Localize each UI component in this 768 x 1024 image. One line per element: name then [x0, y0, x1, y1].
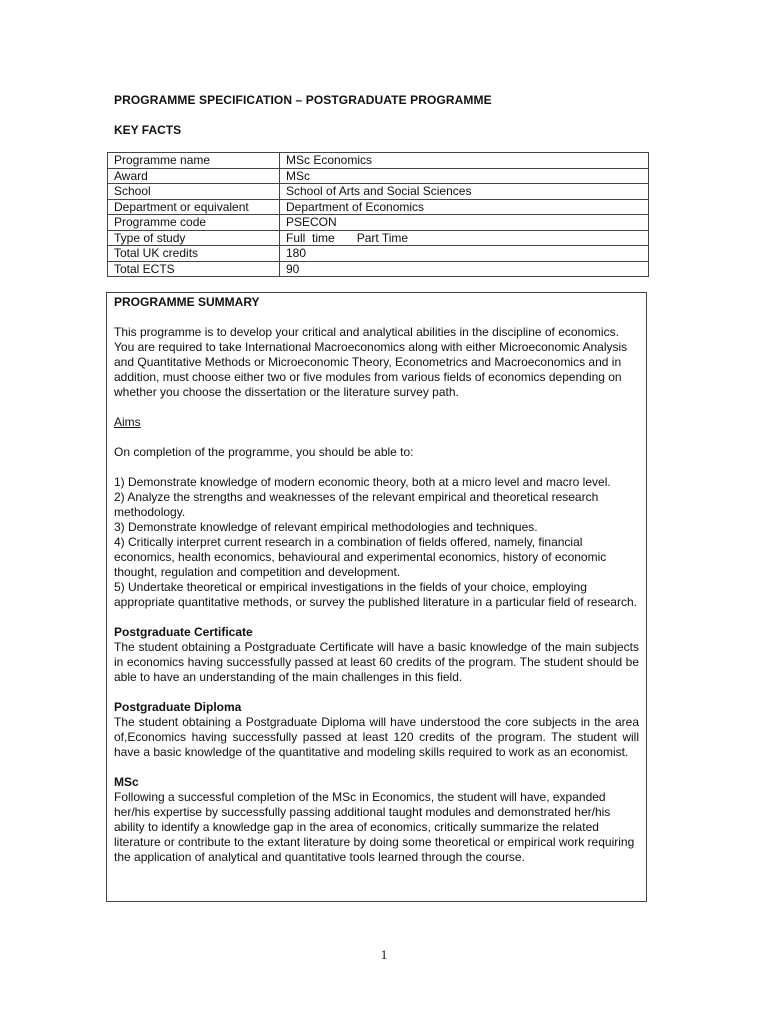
pg-certificate-heading: Postgraduate Certificate: [114, 625, 253, 639]
fact-value: [280, 230, 649, 246]
msc-text: Following a successful completion of the MSc in Economics, the student will have, expanded her/his expertise by successfully passing additional taught modules and demonstrated her/his ability to identify a knowledge gap in the area of economics, critically summarize the related literature or contribute to the extant literature by doing some theoretical or empirical work requiring the application of analytical and quantitative tools learned through the course.: [114, 790, 635, 864]
aim-item: 2) Analyze the strengths and weaknesses of the relevant empirical and theoretical research methodology.: [114, 490, 599, 519]
fact-label: Total UK credits: [108, 246, 280, 262]
pg-diploma-heading: Postgraduate Diploma: [114, 700, 242, 714]
fact-value: 90: [280, 261, 649, 277]
key-facts-table: [107, 152, 649, 277]
table-row: [108, 246, 649, 262]
fact-label: Programme code: [108, 215, 280, 231]
fact-label: Department or equivalent: [108, 199, 280, 215]
aim-item: 5) Undertake theoretical or empirical investigations in the fields of your choice, employing appropriate quantitative methods, or survey the published literature in a particular field of research.: [114, 580, 637, 609]
table-row: [108, 261, 649, 277]
table-row: [108, 153, 649, 169]
fact-label: Type of study: [108, 230, 280, 246]
study-type-full-time: Full time: [286, 230, 335, 245]
aim-item: 3) Demonstrate knowledge of relevant empirical methodologies and techniques.: [114, 520, 538, 534]
aims-lead: On completion of the programme, you should be able to:: [114, 445, 414, 459]
programme-summary-box: [106, 292, 647, 902]
fact-label: School: [108, 184, 280, 200]
summary-intro: This programme is to develop your critical and analytical abilities in the discipline of economics. You are required to take International Macroeconomics along with either Microeconomic Analysis and Quantitative Methods or Microeconomic Theory, Econometrics and Macroeconomics and in addition, must choose either two or five modules from various fields of economics depending on whether you choose the dissertation or the literature survey path.: [114, 325, 628, 399]
pg-diploma-text: The student obtaining a Postgraduate Diploma will have understood the core subjects in the area of,Economics having successfully passed at least 120 credits of the program. The student will have a basic knowledge of the quantitative and modeling skills required to work as an economist.: [114, 715, 639, 759]
aim-item: 1) Demonstrate knowledge of modern economic theory, both at a micro level and macro level.: [114, 475, 611, 489]
pg-certificate-text: The student obtaining a Postgraduate Certificate will have a basic knowledge of the main subjects in economics having successfully passed at least 60 credits of the program. The student should be able to have an understanding of the main challenges in this field.: [114, 640, 639, 684]
table-row: [108, 184, 649, 200]
aim-item: 4) Critically interpret current research in a combination of fields offered, namely, financial economics, health economics, behavioural and experimental economics, history of economic thought, regulation and competition and development.: [114, 535, 607, 579]
fact-value: PSECON: [280, 215, 649, 231]
fact-value: School of Arts and Social Sciences: [280, 184, 649, 200]
fact-value: Department of Economics: [280, 199, 649, 215]
table-row: [108, 215, 649, 231]
fact-value: MSc Economics: [280, 153, 649, 169]
fact-value: 180: [280, 246, 649, 262]
study-type-part-time: Part Time: [356, 230, 409, 245]
fact-label: Award: [108, 168, 280, 184]
table-row: [108, 230, 649, 246]
aims-heading-text: Aims: [114, 415, 141, 429]
msc-heading: MSc: [114, 775, 139, 789]
page-number: 1: [380, 947, 388, 962]
key-facts-heading: KEY FACTS: [114, 123, 182, 137]
summary-heading: PROGRAMME SUMMARY: [114, 295, 260, 309]
page-title: PROGRAMME SPECIFICATION – POSTGRADUATE PROGRAMME: [114, 93, 492, 107]
aims-heading: [114, 415, 639, 430]
fact-value: MSc: [280, 168, 649, 184]
fact-label: Programme name: [108, 153, 280, 169]
table-row: [108, 168, 649, 184]
fact-label: Total ECTS: [108, 261, 280, 277]
table-row: [108, 199, 649, 215]
